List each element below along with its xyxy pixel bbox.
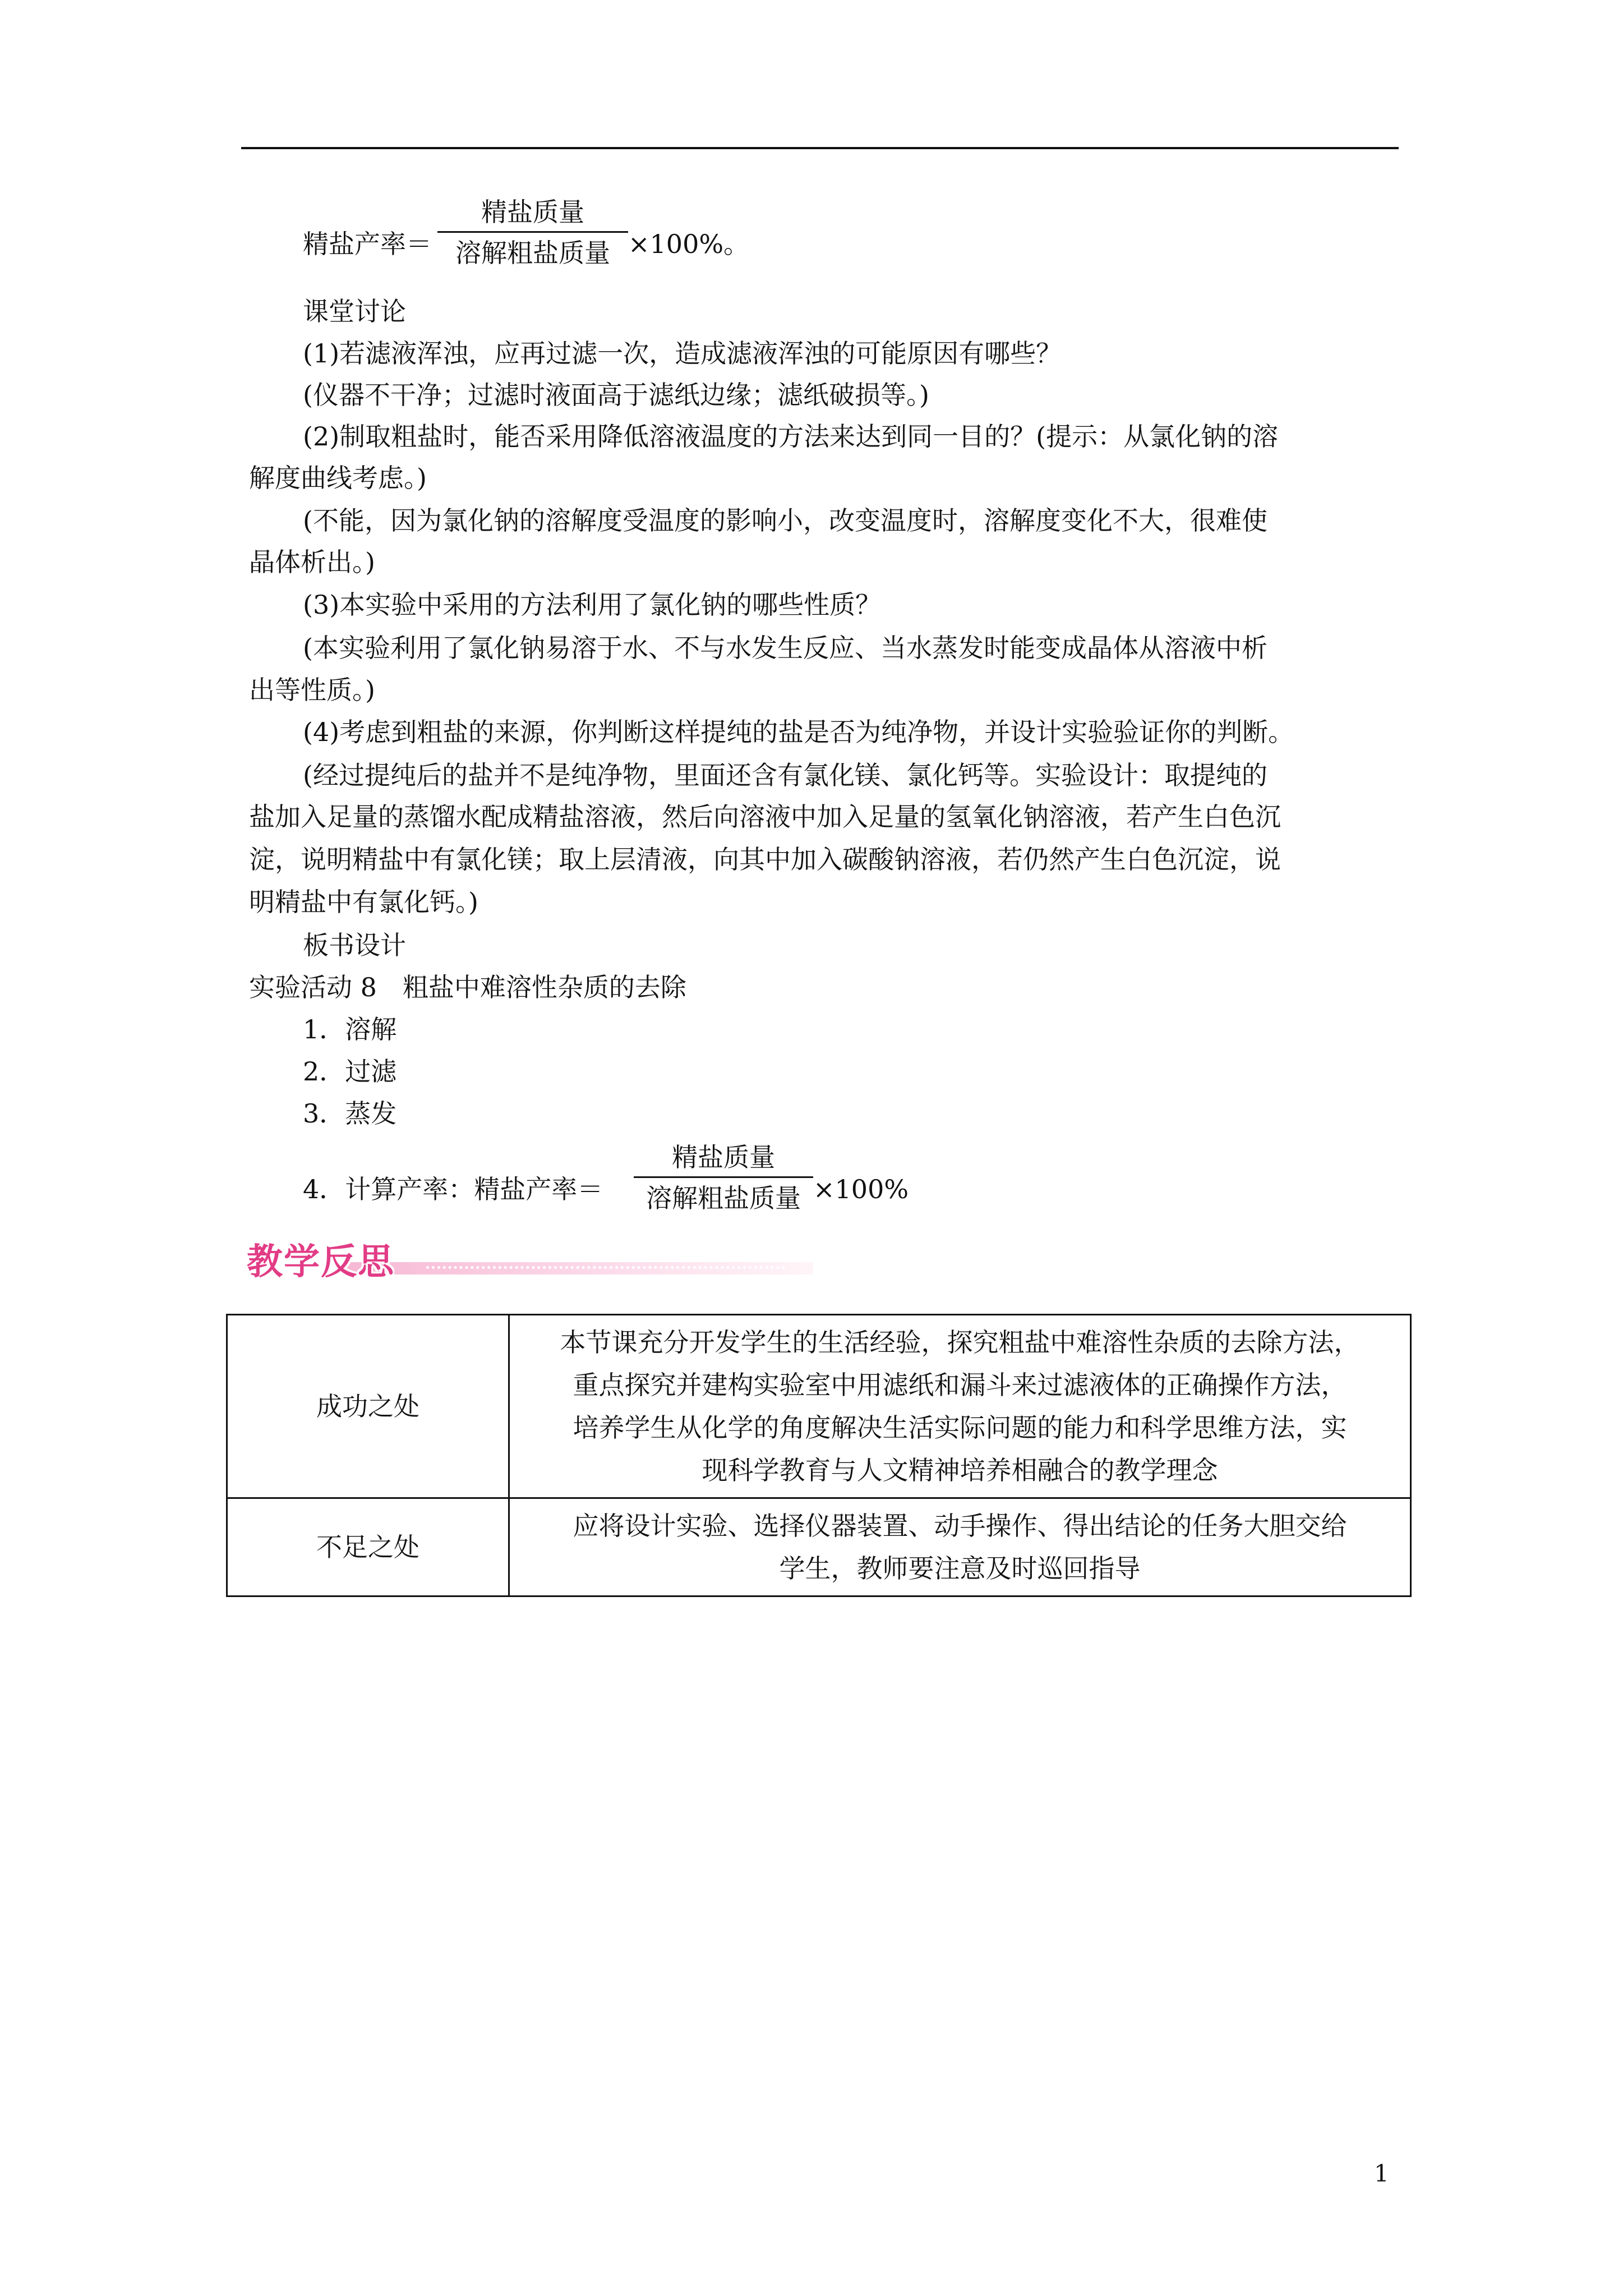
reflection-heading: 教学反思: [247, 1241, 395, 1283]
board-item: 3．蒸发: [303, 1098, 397, 1129]
row-label: 不足之处: [227, 1498, 509, 1596]
row-content: [509, 1498, 1411, 1596]
board-item-4-suffix: ×100%: [813, 1174, 909, 1204]
content-line: 学生，教师要注意及时巡回指导: [779, 1553, 1141, 1584]
reflection-table: [226, 1314, 1412, 1597]
formula-top-denominator: 溶解粗盐质量: [455, 238, 610, 268]
discussion-line: (2)制取粗盐时，能否采用降低溶液温度的方法来达到同一目的？(提示：从氯化钠的溶: [303, 421, 1279, 452]
content-line: 本节课充分开发学生的生活经验，探究粗盐中难溶性杂质的去除方法，: [560, 1327, 1360, 1358]
discussion-line: (仪器不干净；过滤时液面高于滤纸边缘；滤纸破损等。): [303, 380, 929, 410]
discussion-line: (4)考虑到粗盐的来源，你判断这样提纯的盐是否为纯净物，并设计实验验证你的判断。: [303, 717, 1294, 747]
discussion-line: 出等性质。): [249, 675, 375, 705]
board-item-4-prefix: 4．计算产率：精盐产率＝: [303, 1174, 603, 1204]
board-item-4-denominator: 溶解粗盐质量: [646, 1183, 801, 1213]
discussion-line: (不能，因为氯化钠的溶解度受温度的影响小，改变温度时，溶解度变化不大，很难使: [303, 505, 1267, 536]
fraction-bar: [634, 1176, 813, 1178]
header-rule: [241, 147, 1399, 149]
discussion-line: 晶体析出。): [249, 547, 375, 577]
table-row: [227, 1315, 1411, 1498]
discussion-line: (1)若滤液浑浊，应再过滤一次，造成滤液浑浊的可能原因有哪些？: [303, 338, 1062, 369]
board-item: 1．溶解: [303, 1014, 397, 1045]
fraction-bar: [437, 231, 628, 233]
discussion-line: (3)本实验中采用的方法利用了氯化钠的哪些性质？: [303, 590, 882, 620]
content-line: 重点探究并建构实验室中用滤纸和漏斗来过滤液体的正确操作方法，: [573, 1370, 1347, 1400]
discussion-line: 盐加入足量的蒸馏水配成精盐溶液，然后向溶液中加入足量的氢氧化钠溶液，若产生白色沉: [249, 802, 1281, 832]
content-line: 培养学生从化学的角度解决生活实际问题的能力和科学思维方法，实: [573, 1412, 1347, 1443]
board-item: 2．过滤: [303, 1056, 397, 1087]
discussion-line: 淀，说明精盐中有氯化镁；取上层清液，向其中加入碳酸钠溶液，若仍然产生白色沉淀，说: [249, 844, 1281, 875]
discussion-line: (经过提纯后的盐并不是纯净物，里面还含有氯化镁、氯化钙等。实验设计：取提纯的: [303, 760, 1267, 790]
heading-dots: [426, 1266, 785, 1272]
discussion-line: (本实验利用了氯化钠易溶于水、不与水发生反应、当水蒸发时能变成晶体从溶液中析: [303, 633, 1267, 663]
board-item-4-numerator: 精盐质量: [672, 1142, 775, 1172]
table-row: [227, 1498, 1411, 1596]
row-label: 成功之处: [227, 1315, 509, 1498]
board-title: 实验活动 8 粗盐中难溶性杂质的去除: [249, 972, 686, 1002]
board-heading: 板书设计: [303, 930, 406, 960]
formula-top-numerator: 精盐质量: [481, 197, 584, 227]
content-line: 现科学教育与人文精神培养相融合的教学理念: [702, 1455, 1218, 1485]
discussion-line: 解度曲线考虑。): [249, 463, 427, 493]
reflection-heading-banner: [247, 1237, 813, 1287]
discussion-heading: 课堂讨论: [303, 296, 406, 326]
formula-top-prefix: 精盐产率＝: [303, 229, 432, 259]
formula-top-suffix: ×100%。: [628, 229, 750, 259]
discussion-line: 明精盐中有氯化钙。): [249, 887, 478, 917]
page-number: 1: [1374, 2160, 1389, 2187]
formula-top-fraction: [437, 196, 628, 269]
row-content: [509, 1315, 1411, 1498]
content-line: 应将设计实验、选择仪器装置、动手操作、得出结论的任务大胆交给: [573, 1511, 1347, 1541]
board-item-4-fraction: [634, 1142, 813, 1214]
